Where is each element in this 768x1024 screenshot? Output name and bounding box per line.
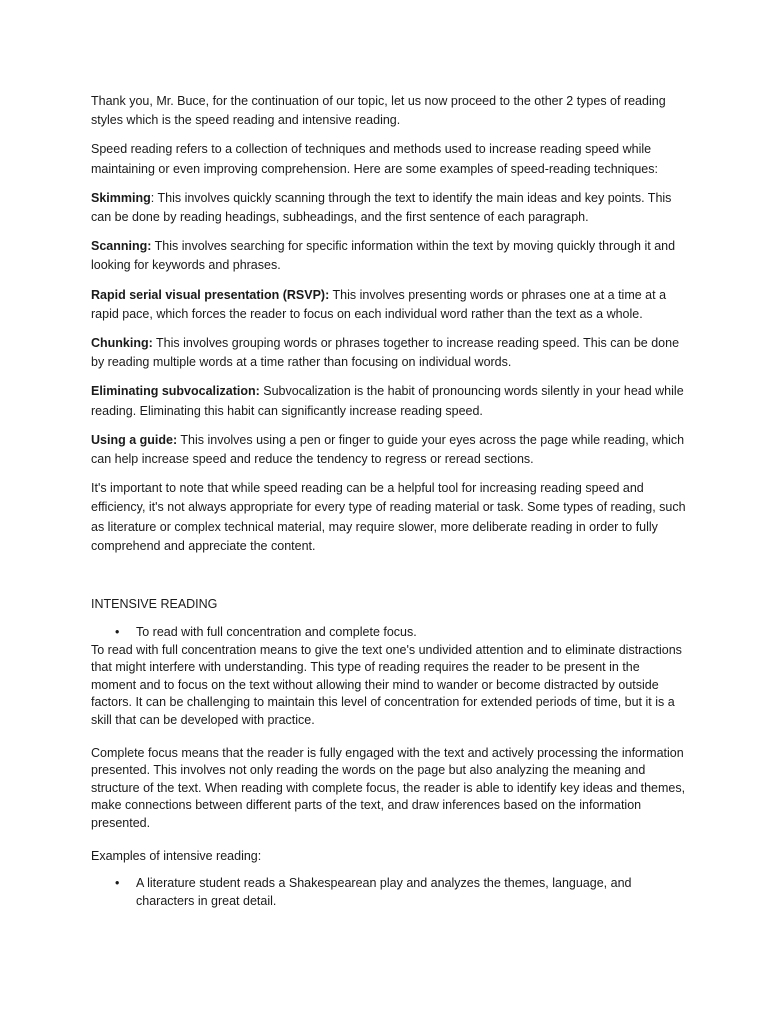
- document-page: [91, 92, 687, 910]
- focus-paragraph: Complete focus means that the reader is fully engaged with the text and actively processing the information presented. This involves not only reading the words on the page but also analyzing the meaning and structure of the text. When reading with complete focus, the reader is able to identify key ideas and themes, make connections between different parts of the text, and draw inferences based on the information presented.: [91, 745, 686, 830]
- technique-guide: [91, 431, 687, 469]
- intro-paragraph: Thank you, Mr. Buce, for the continuation of our topic, let us now proceed to the other 2 types of reading styles which is the speed reading and intensive reading.: [91, 94, 666, 128]
- technique-term: Chunking:: [91, 336, 153, 351]
- technique-term: Scanning:: [91, 239, 152, 254]
- technique-term: Using a guide:: [91, 432, 178, 447]
- examples-label: Examples of intensive reading:: [91, 848, 262, 863]
- technique-text: This involves using a pen or finger to guide your eyes across the page while reading, which can help increase speed and reduce the tendency to regress or reread sections.: [91, 432, 685, 467]
- technique-text: Subvocalization is the habit of pronouncing words silently in your head while reading. Eliminating this habit can significantly increase reading speed.: [91, 384, 684, 418]
- speed-reading-note: It's important to note that while speed reading can be a helpful tool for increasing reading speed and efficiency, it's not always appropriate for every type of reading material or task. Some types of reading, such as literature or complex technical material, may require slower, more deliberate reading in order to fully comprehend and appreciate the content.: [91, 481, 686, 553]
- bullet-text: To read with full concentration and complete focus.: [136, 625, 417, 640]
- intensive-reading-heading: INTENSIVE READING: [91, 597, 218, 612]
- technique-skimming: [91, 189, 687, 227]
- bullet-text: A literature student reads a Shakespearean play and analyzes the themes, language, and characters in great detail.: [136, 876, 632, 908]
- technique-term: Rapid serial visual presentation (RSVP):: [91, 287, 330, 302]
- concentration-paragraph: To read with full concentration means to give the text one's undivided attention and to eliminate distractions that might interfere with understanding. This type of reading requires the reader to be present in the moment and to focus on the text without allowing their mind to wander or become distracted by outside factors. It can be challenging to maintain this level of concentration for extended periods of time, but it is a skill that can be developed with practice.: [91, 642, 682, 727]
- bullet-icon: •: [115, 876, 120, 891]
- technique-subvocalization: [91, 382, 687, 420]
- technique-term-sep: :: [150, 190, 155, 205]
- bullet-icon: •: [115, 625, 120, 640]
- speed-reading-intro: Speed reading refers to a collection of techniques and methods used to increase reading speed while maintaining or even improving comprehension. Here are some examples of speed-reading techniques:: [91, 142, 658, 176]
- technique-text: This involves searching for specific information within the text by moving quickly through it and looking for keywords and phrases.: [91, 239, 676, 273]
- technique-text: This involves presenting words or phrases one at a time at a rapid pace, which forces the reader to focus on each individual word rather than the text as a whole.: [91, 287, 667, 321]
- technique-term: Eliminating subvocalization:: [91, 384, 260, 399]
- technique-text: This involves quickly scanning through the text to identify the main ideas and key points. This can be done by reading headings, subheadings, and the first sentence of each paragraph.: [91, 190, 672, 225]
- bullet-item: [91, 624, 687, 641]
- technique-term: Skimming: [91, 190, 151, 205]
- technique-text: This involves grouping words or phrases together to increase reading speed. This can be done by reading multiple words at a time rather than focusing on individual words.: [91, 336, 680, 370]
- technique-chunking: [91, 334, 687, 372]
- technique-rsvp: [91, 286, 687, 324]
- technique-scanning: [91, 237, 687, 275]
- bullet-item: [91, 875, 687, 910]
